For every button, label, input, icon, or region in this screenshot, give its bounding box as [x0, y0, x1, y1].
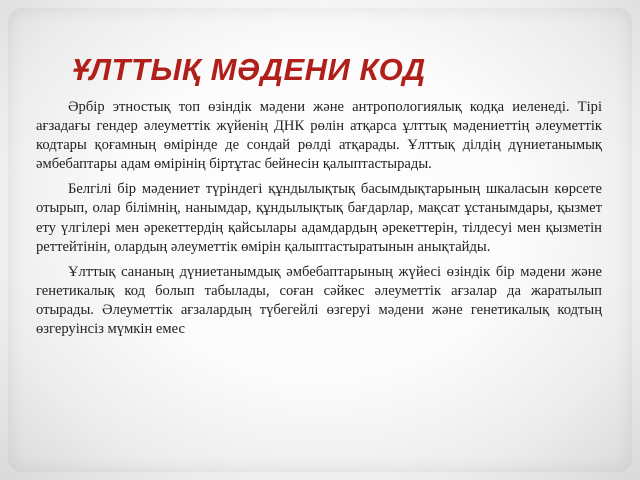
- slide-body: [36, 98, 602, 345]
- paragraph-2: Белгілі бір мәдениет түріндегі құндылықтық басымдықтарының шкаласын көрсете отырып, олар білімнің, нанымдар, құндылықтық бағдарлар, мақсат ұстанымдары, қызмет ету үлгілері мен әрекеттердің қайсылары адамдардың әрекеттерін, тілдесуі мен қызметін реттейтінін, олардың әлеуметтік өмірін қалыптастыратынын анықтайды.: [36, 181, 602, 255]
- slide-title: ҰЛТТЫҚ МӘДЕНИ КОД: [72, 52, 426, 87]
- paragraph-3: Ұлттық сананың дүниетанымдық әмбебаптарының жүйесі өзіндік бір мәдени және генетикалық код болып табылады, соған сәйкес әлеуметтік ағзалар да жаратылып отырады. Әлеуметтік ағзалардың түбегейлі өзгеруі мәдени және генетикалық кодтың өзгеруінсіз мүмкін емес: [36, 263, 602, 338]
- paragraph-1: Әрбір этностық топ өзіндік мәдени және антропологиялық кодқа иеленеді. Тірі ағзадағы гендер әлеуметтік жүйенің ДНК рөлін атқарса ұлттық мәдениеттің әлеуметтік кодтары қоғамның өмірінде де сондай рөлді атқарады. Ұлттық ділдің дүниетанымық әмбебаптары адам өмірінің біртұтас бейнесін қалыптастырады.: [36, 99, 602, 173]
